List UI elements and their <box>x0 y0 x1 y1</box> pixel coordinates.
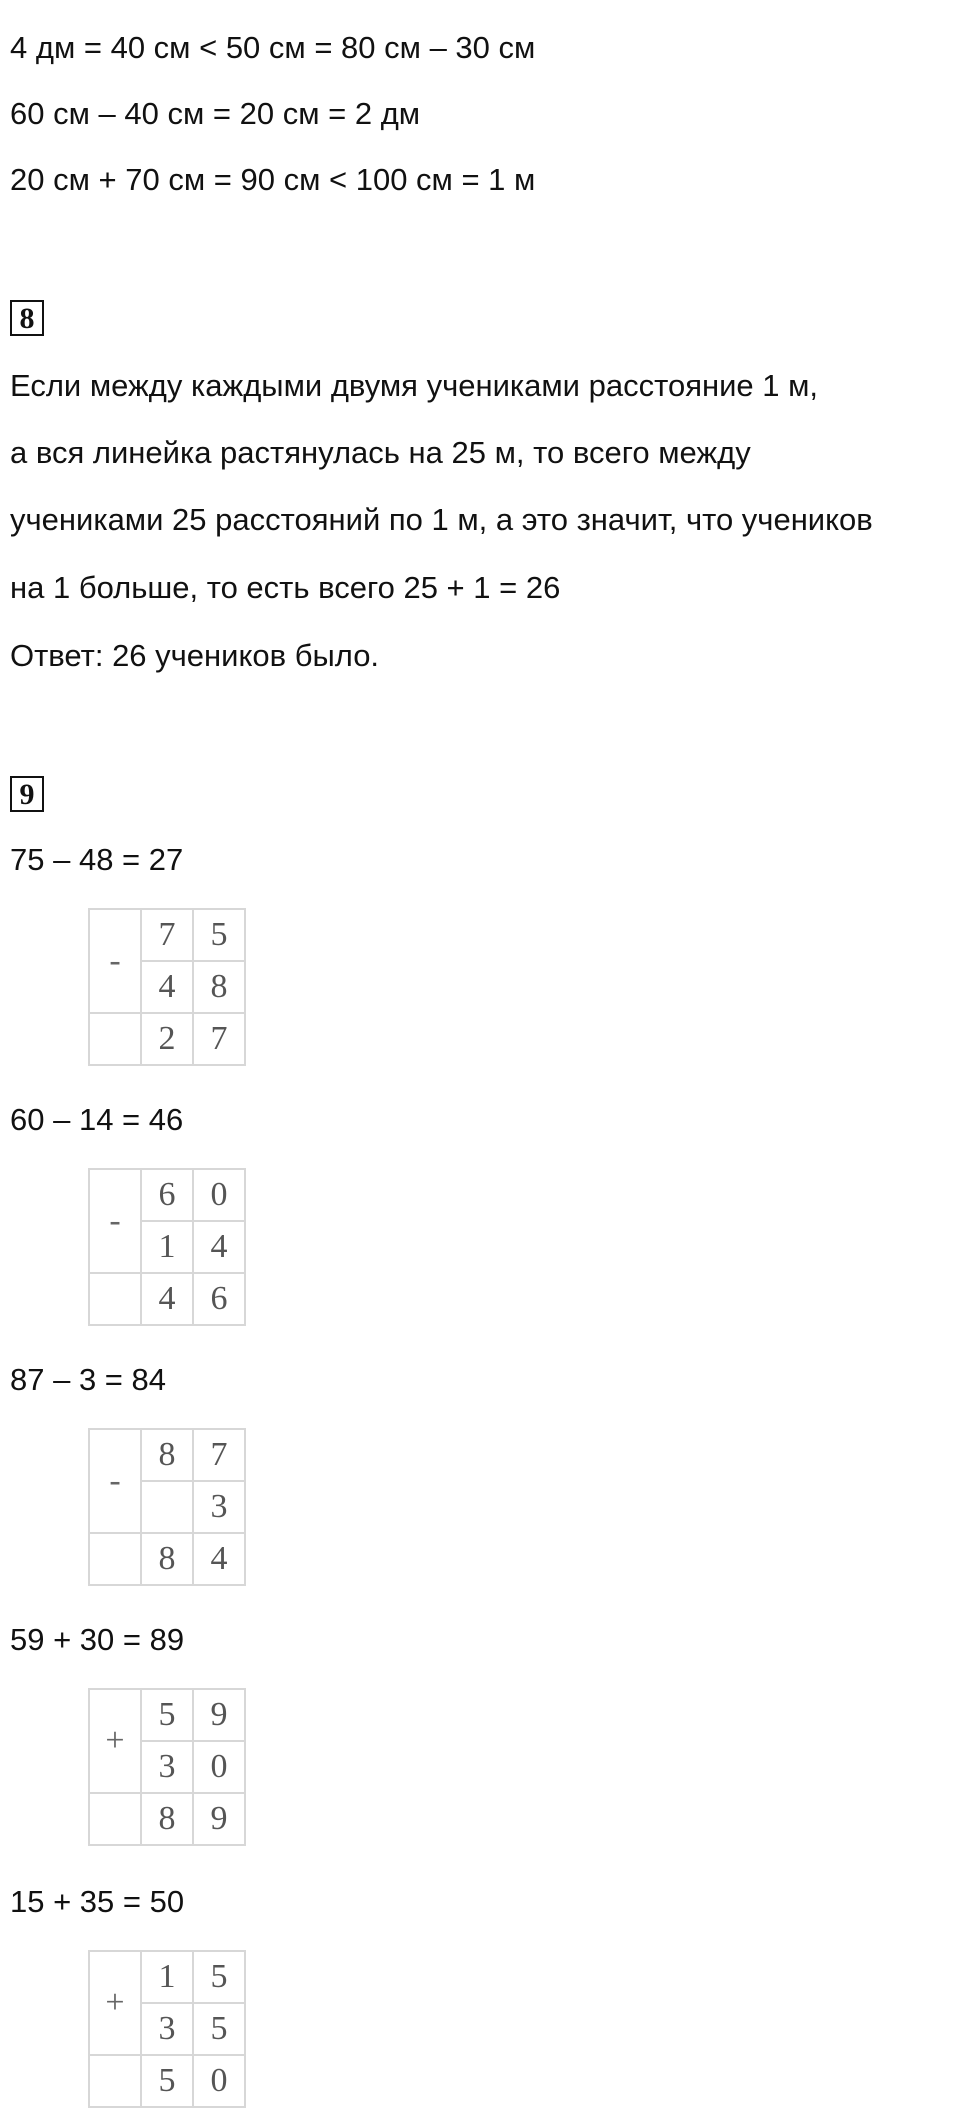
result-digit-cell: 2 <box>141 1013 193 1065</box>
column-calc-4 <box>88 1688 246 1846</box>
column-calc-3 <box>88 1428 246 1586</box>
digit-cell: 3 <box>193 1481 245 1533</box>
intro-line-3: 20 см + 70 см = 90 см < 100 см = 1 м <box>10 162 536 197</box>
digit-cell: 8 <box>141 1429 193 1481</box>
digit-cell: 7 <box>141 909 193 961</box>
result-digit-cell: 8 <box>141 1793 193 1845</box>
example-1-expression: 75 – 48 = 27 <box>10 842 184 877</box>
digit-cell: 5 <box>141 1689 193 1741</box>
column-calc-2 <box>88 1168 246 1326</box>
result-digit-cell: 7 <box>193 1013 245 1065</box>
task-8-answer: Ответ: 26 учеников было. <box>10 638 380 673</box>
operation-sign: + <box>89 1951 141 2055</box>
result-digit-cell: 9 <box>193 1793 245 1845</box>
result-digit-cell: 0 <box>193 2055 245 2107</box>
result-digit-cell: 4 <box>141 1273 193 1325</box>
column-calc-1 <box>88 908 246 1066</box>
digit-cell: 0 <box>193 1741 245 1793</box>
task-8-line-2: а вся линейка растянулась на 25 м, то всего между <box>10 435 751 470</box>
digit-cell: 4 <box>141 961 193 1013</box>
intro-line-2: 60 см – 40 см = 20 см = 2 дм <box>10 96 421 131</box>
empty-cell <box>89 2055 141 2107</box>
result-digit-cell: 5 <box>141 2055 193 2107</box>
digit-cell: 0 <box>193 1169 245 1221</box>
digit-cell: 5 <box>193 909 245 961</box>
operation-sign: - <box>89 1429 141 1533</box>
empty-cell <box>89 1533 141 1585</box>
digit-cell <box>141 1481 193 1533</box>
digit-cell: 5 <box>193 2003 245 2055</box>
empty-cell <box>89 1793 141 1845</box>
digit-cell: 6 <box>141 1169 193 1221</box>
task-8-line-3: учениками 25 расстояний по 1 м, а это значит, что учеников <box>10 502 873 537</box>
task-9-number: 9 <box>10 776 44 812</box>
example-4-expression: 59 + 30 = 89 <box>10 1622 185 1657</box>
example-5-expression: 15 + 35 = 50 <box>10 1884 185 1919</box>
digit-cell: 1 <box>141 1951 193 2003</box>
task-8-line-4: на 1 больше, то есть всего 25 + 1 = 26 <box>10 570 561 605</box>
task-8-line-1: Если между каждыми двумя учениками расстояние 1 м, <box>10 368 819 403</box>
example-2-expression: 60 – 14 = 46 <box>10 1102 184 1137</box>
example-3-expression: 87 – 3 = 84 <box>10 1362 166 1397</box>
operation-sign: - <box>89 909 141 1013</box>
digit-cell: 4 <box>193 1221 245 1273</box>
digit-cell: 9 <box>193 1689 245 1741</box>
intro-line-1: 4 дм = 40 см < 50 см = 80 см – 30 см <box>10 30 536 65</box>
digit-cell: 5 <box>193 1951 245 2003</box>
operation-sign: + <box>89 1689 141 1793</box>
digit-cell: 1 <box>141 1221 193 1273</box>
digit-cell: 7 <box>193 1429 245 1481</box>
task-8-number: 8 <box>10 300 44 336</box>
operation-sign: - <box>89 1169 141 1273</box>
empty-cell <box>89 1273 141 1325</box>
column-calc-5 <box>88 1950 246 2108</box>
digit-cell: 8 <box>193 961 245 1013</box>
digit-cell: 3 <box>141 1741 193 1793</box>
result-digit-cell: 6 <box>193 1273 245 1325</box>
empty-cell <box>89 1013 141 1065</box>
result-digit-cell: 4 <box>193 1533 245 1585</box>
result-digit-cell: 8 <box>141 1533 193 1585</box>
digit-cell: 3 <box>141 2003 193 2055</box>
